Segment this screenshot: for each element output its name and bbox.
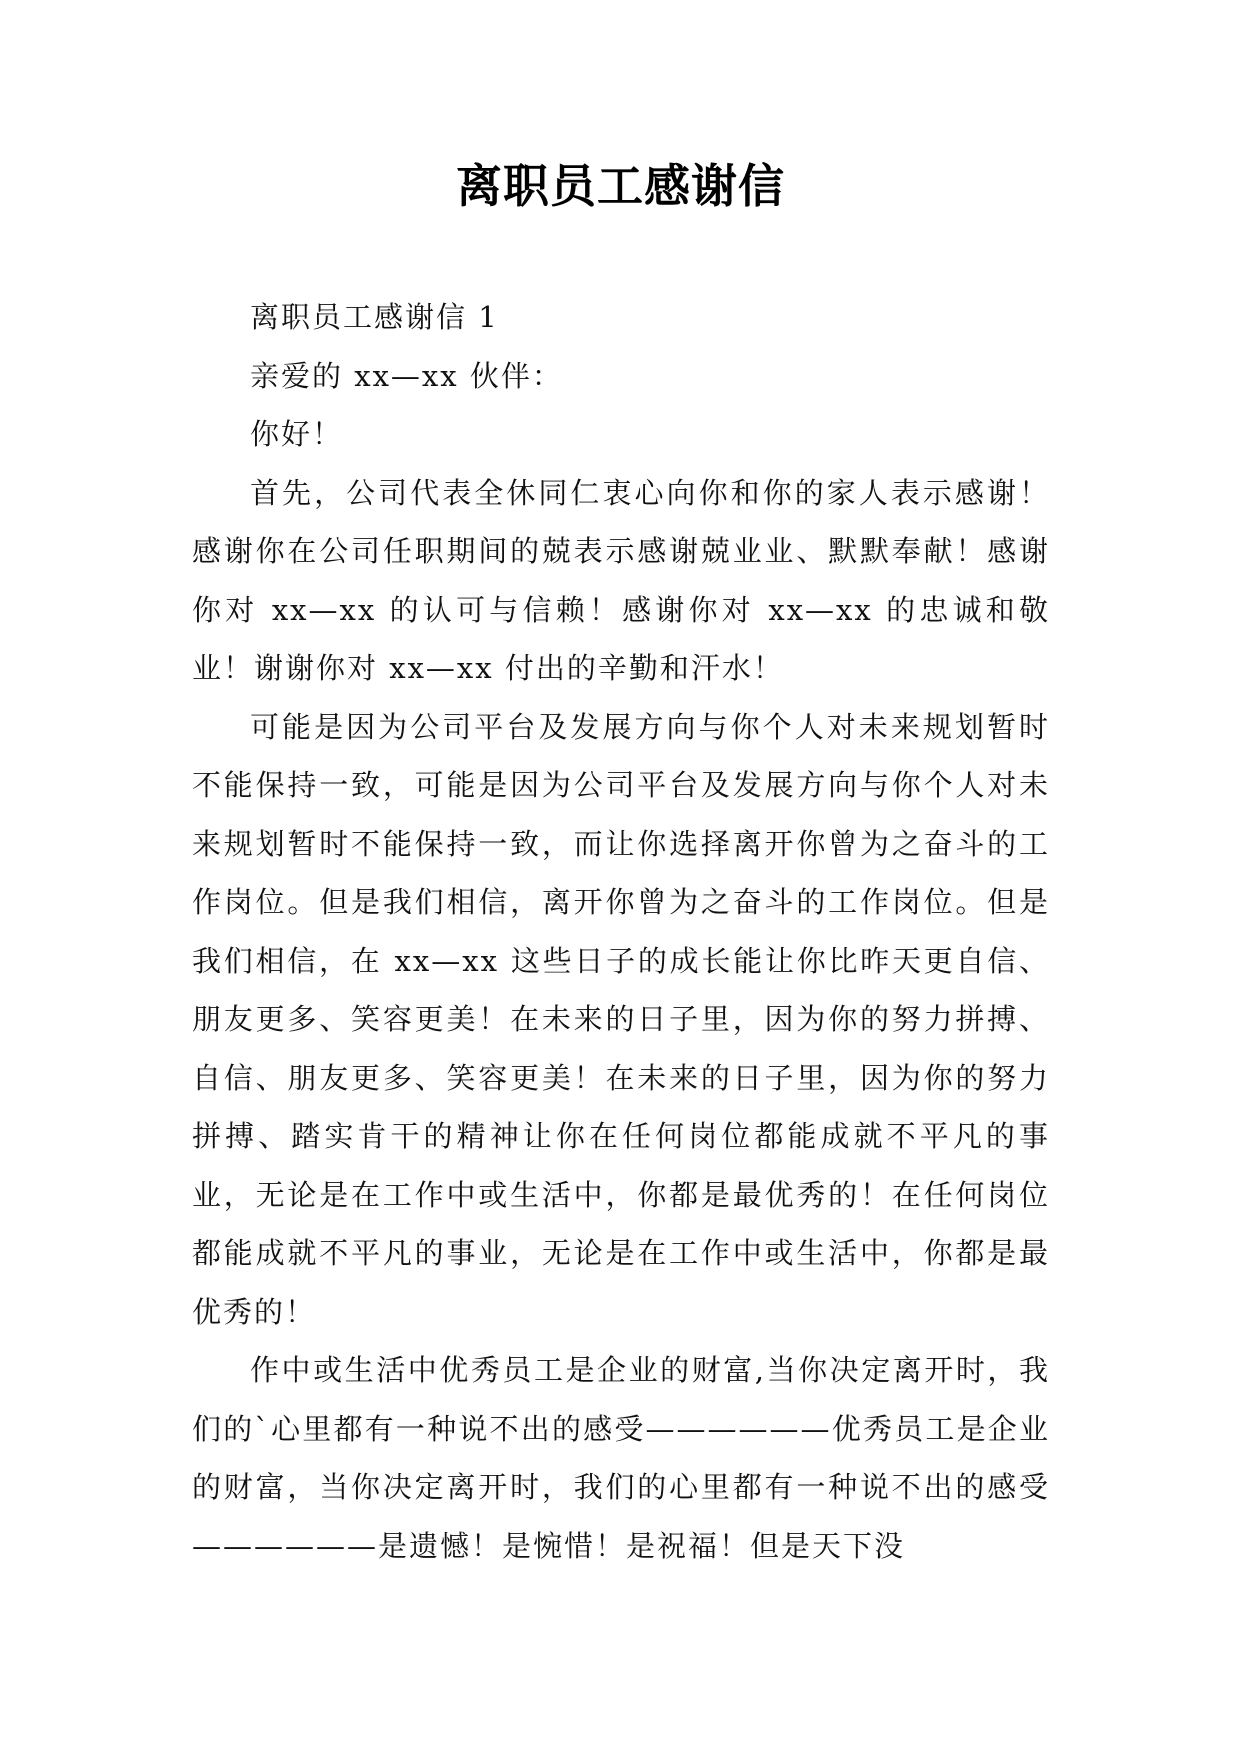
letter-paragraph-farewell: 作中或生活中优秀员工是企业的财富,当你决定离开时，我们的`心里都有一种说不出的感受——————优秀员工是企业的财富，当你决定离开时，我们的心里都有一种说不出的感受——————是遗憾！是惋惜！是祝福！但是天下没 <box>192 1353 1050 1563</box>
letter-greeting: 你好！ <box>250 417 344 451</box>
letter-salutation: 亲爱的 xx—xx 伙伴： <box>250 358 563 393</box>
letter-paragraph-wishes: 可能是因为公司平台及发展方向与你个人对未来规划暂时不能保持一致，可能是因为公司平台及发展方向与你个人对未来规划暂时不能保持一致，而让你选择离开你曾为之奋斗的工作岗位。但是我们相信，离开你曾为之奋斗的工作岗位。但是我们相信，在 xx—xx 这些日子的成长能让你比昨天更自信、朋友更多、笑容更美！在未来的日子里，因为你的努力拼搏、自信、朋友更多、笑容更美！在未来的日子里，因为你的努力拼搏、踏实肯干的精神让你在任何岗位都能成就不平凡的事业，无论是在工作中或生活中，你都是最优秀的！在任何岗位都能成就不平凡的事业，无论是在工作中或生活中，你都是最优秀的！ <box>192 709 1050 1329</box>
letter-subtitle: 离职员工感谢信 1 <box>250 300 499 334</box>
letter-body <box>192 288 1050 1575</box>
document-title: 离职员工感谢信 <box>456 159 785 213</box>
letter-paragraph-thanks: 首先，公司代表全休同仁衷心向你和你的家人表示感谢！感谢你在公司任职期间的兢表示感谢兢业业、默默奉献！感谢你对 xx—xx 的认可与信赖！感谢你对 xx—xx 的忠诚和敬业！谢谢你对 xx—xx 付出的辛勤和汗水！ <box>192 475 1050 685</box>
